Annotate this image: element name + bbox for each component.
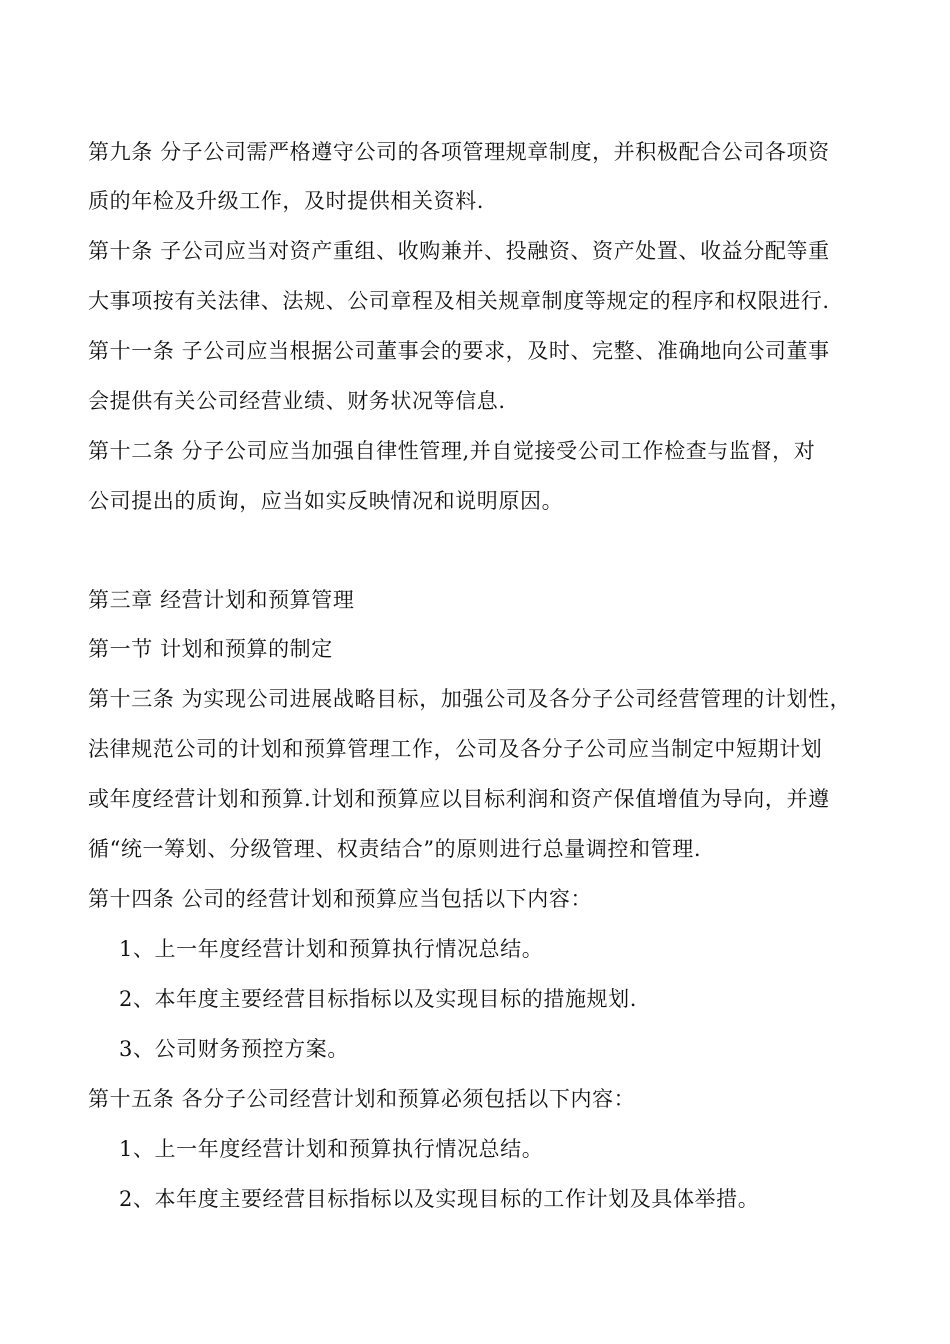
article-15-line-1: 第十五条 各分子公司经营计划和预算必须包括以下内容： (88, 1087, 636, 1111)
article-11-line-2: 会提供有关公司经营业绩、财务状况等信息. (88, 389, 506, 413)
article-10-line-2: 大事项按有关法律、法规、公司章程及相关规章制度等规定的程序和权限进行. (88, 289, 830, 313)
article-9-line-1: 第九条 分子公司需严格遵守公司的各项管理规章制度，并积极配合公司各项资 (88, 140, 830, 164)
article-13-line-2: 法律规范公司的计划和预算管理工作，公司及各分子公司应当制定中短期计划 (88, 737, 823, 761)
article-13-line-4: 循“统一筹划、分级管理、权责结合”的原则进行总量调控和管理. (88, 837, 702, 861)
article-14-item-2: 2、本年度主要经营目标指标以及实现目标的措施规划. (119, 987, 638, 1011)
article-12-line-2: 公司提出的质询，应当如实反映情况和说明原因。 (88, 489, 564, 513)
article-11-line-1: 第十一条 子公司应当根据公司董事会的要求，及时、完整、准确地向公司董事 (88, 339, 830, 363)
article-10-line-1: 第十条 子公司应当对资产重组、收购兼并、投融资、资产处置、收益分配等重 (88, 239, 830, 263)
article-14-item-3: 3、公司财务预控方案。 (119, 1037, 349, 1061)
article-15-item-2: 2、本年度主要经营目标指标以及实现目标的工作计划及具体举措。 (119, 1187, 760, 1211)
article-9-line-2: 质的年检及升级工作，及时提供相关资料. (88, 189, 485, 213)
chapter-heading: 第三章 经营计划和预算管理 (88, 588, 355, 612)
article-15-item-1: 1、上一年度经营计划和预算执行情况总结。 (119, 1137, 544, 1161)
article-14-line-1: 第十四条 公司的经营计划和预算应当包括以下内容： (88, 887, 593, 911)
section-heading: 第一节 计划和预算的制定 (88, 637, 333, 661)
article-13-line-1: 第十三条 为实现公司进展战略目标，加强公司及各分子公司经营管理的计划性， (88, 687, 852, 711)
article-12-line-1: 第十二条 分子公司应当加强自律性管理,并自觉接受公司工作检查与监督，对 (88, 439, 816, 463)
article-14-item-1: 1、上一年度经营计划和预算执行情况总结。 (119, 937, 544, 961)
article-13-line-3: 或年度经营计划和预算.计划和预算应以目标利润和资产保值增值为导向，并遵 (88, 787, 830, 811)
